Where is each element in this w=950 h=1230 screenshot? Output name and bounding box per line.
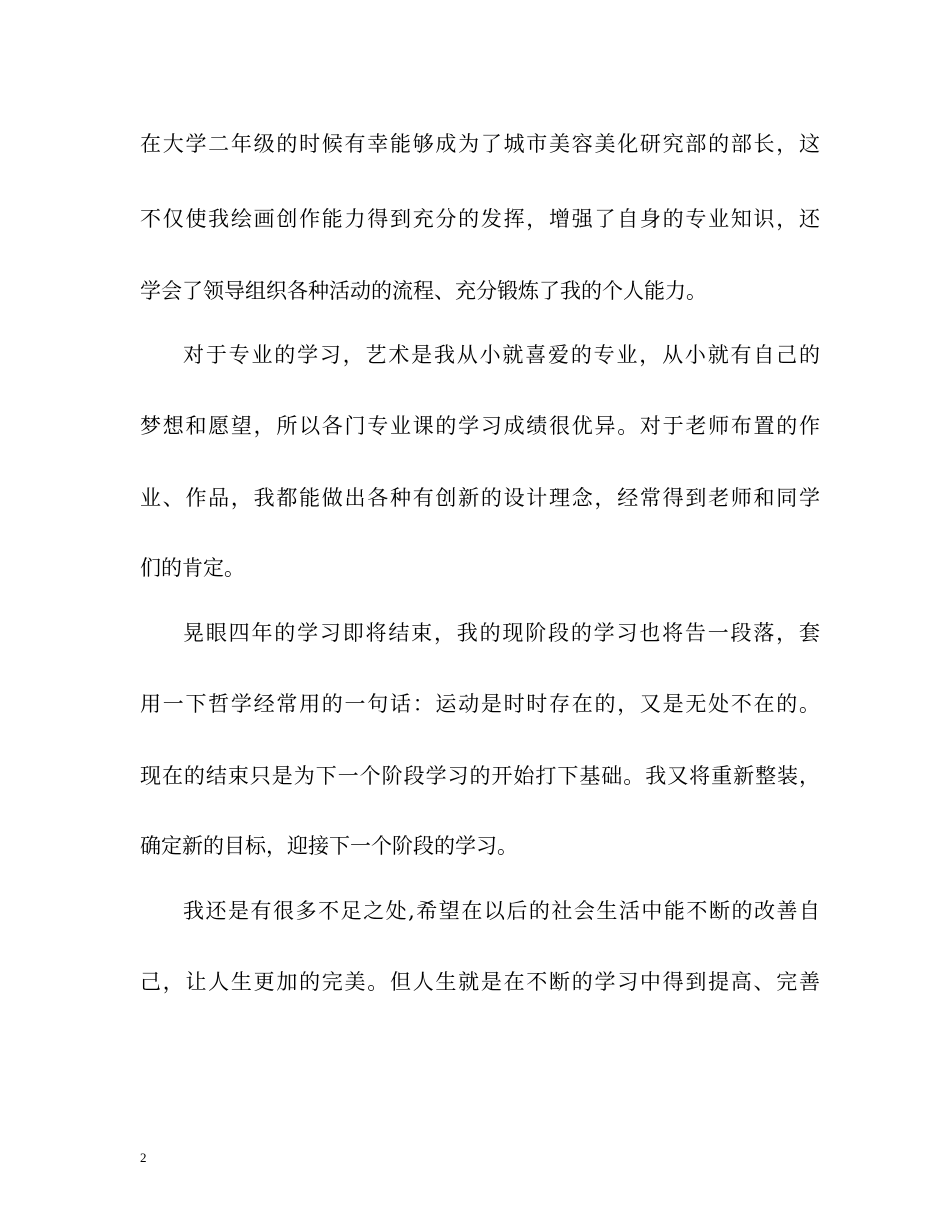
paragraph-3-line-3: 现在的结束只是为下一个阶段学习的开始打下基础。我又将重新整装， [140, 764, 820, 788]
paragraph-2-line-4: 们的肯定。 [140, 556, 245, 580]
paragraph-1-line-3: 学会了领导组织各种活动的流程、充分锻炼了我的个人能力。 [140, 279, 707, 303]
paragraph-3-line-2: 用一下哲学经常用的一句话：运动是时时存在的，又是无处不在的。 [140, 692, 820, 716]
paragraph-4-line-1: 我还是有很多不足之处,希望在以后的社会生活中能不断的改善自 [183, 899, 820, 923]
paragraph-2-line-3: 业、作品，我都能做出各种有创新的设计理念，经常得到老师和同学 [140, 486, 820, 510]
paragraph-4-line-2: 己，让人生更加的完美。但人生就是在不断的学习中得到提高、完善 [140, 970, 820, 994]
paragraph-2-line-1: 对于专业的学习，艺术是我从小就喜爱的专业，从小就有自己的 [183, 343, 820, 367]
paragraph-3-line-4: 确定新的目标，迎接下一个阶段的学习。 [140, 834, 518, 858]
paragraph-2-line-2: 梦想和愿望，所以各门专业课的学习成绩很优异。对于老师布置的作 [140, 414, 820, 438]
paragraph-1-line-2: 不仅使我绘画创作能力得到充分的发挥，增强了自身的专业知识，还 [140, 207, 820, 231]
paragraph-1-line-1: 在大学二年级的时候有幸能够成为了城市美容美化研究部的部长，这 [140, 132, 820, 156]
page-number: 2 [140, 1150, 147, 1165]
paragraph-3-line-1: 晃眼四年的学习即将结束，我的现阶段的学习也将告一段落，套 [183, 621, 820, 645]
